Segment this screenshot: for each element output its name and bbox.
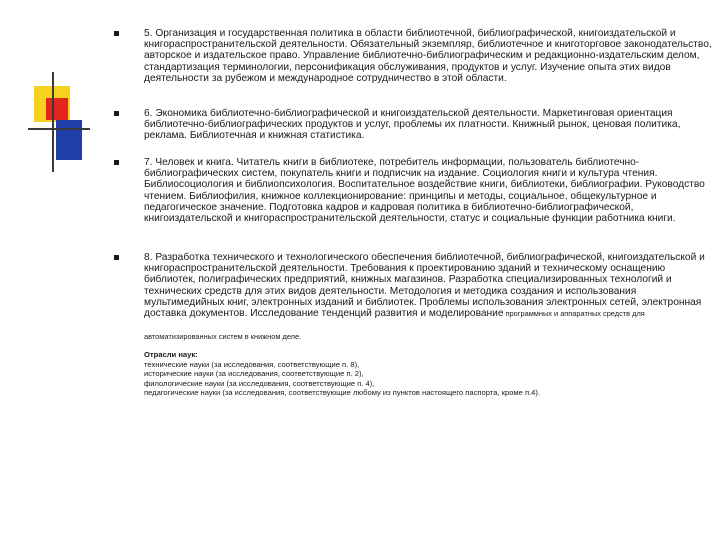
branch-line: технические науки (за исследования, соответствующие п. 8), bbox=[144, 359, 360, 369]
item-tail-text: автоматизированных систем в книжном деле. bbox=[144, 332, 302, 341]
decor-vertical-line bbox=[52, 72, 54, 172]
branches-title: Отрасли наук: bbox=[144, 350, 198, 359]
list-item bbox=[118, 108, 713, 142]
item-text: 7. Человек и книга. Читатель книги в библиотеке, потребитель информации, пользователь библиотечно-библиографических систем, покупатель книги и подписчик на издание. Социология книги и культура чтения. Библиосоциология и библиопсихология. Воспитательное воздействие книги, библиотеки, библиографии. Руководство чтением. Библиофилия, книжное коллекционирование: принципы и методы, социальное, общекультурное и педагогическое значение. Подготовка кадров и кадровая политика в библиотечно-библиографической, книгоиздательской и книгораспространительской деятельности, статус и социальные функции работника книги. bbox=[144, 157, 705, 225]
branch-line: филологические науки (за исследования, соответствующие п. 4), bbox=[144, 378, 375, 388]
item-text bbox=[144, 252, 713, 319]
bullet-icon bbox=[114, 111, 119, 116]
branch-line: исторические науки (за исследования, соответствующие п. 2), bbox=[144, 369, 364, 379]
bullet-icon bbox=[114, 160, 119, 165]
item-text: 6. Экономика библиотечно-библиографической и книгоиздательской деятельности. Маркетинговая ориентация библиотечно-библиографических продуктов и услуг, проблемы их платности. Книжный рынок, ценовая политика, реклама. Библиотечная и книжная статистика. bbox=[144, 108, 681, 142]
item-text-small: программных и аппаратных средств для bbox=[503, 309, 645, 319]
bullet-icon bbox=[114, 31, 119, 36]
list-item bbox=[118, 252, 713, 319]
branch-line: педагогические науки (за исследования, соответствующие любому из пунктов настоящего паспорта, кроме п.4). bbox=[144, 388, 541, 398]
decor-blue-block bbox=[56, 120, 82, 160]
bullet-icon bbox=[114, 255, 119, 260]
decor-red-square bbox=[46, 98, 68, 120]
item-text: 5. Организация и государственная политика в области библиотечной, библиографической, книгоиздательской и книгораспространительской деятельности. Обязательный экземпляр, библиотечное и книготорговое законодательство, авторское и издательское право. Управление библиотечно-библиографическим и редакционно-издательским делом, стандартизация терминологии, персонификация обслуживания, продуктов и услуг. Изучение опыта этих видов деятельности за рубежом и международное сотрудничество в этой области. bbox=[144, 28, 712, 84]
branches-block bbox=[144, 350, 710, 398]
decor-horizontal-line bbox=[28, 128, 90, 130]
list-item bbox=[118, 28, 713, 84]
item-text-main: 8. Разработка технического и технологического обеспечения библиотечной, библиографической, книгоиздательской и книгораспространительской деятельности. Требования к проектированию зданий и техническому оснащению библиотек, полиграфических предприятий, книжных магазинов. Разработка специализированных технологий и технических средств для этих видов деятельности. Методология и методика создания и использования мультимедийных книг, электронных изданий и библиотек. Проблемы использования электронных сетей, электронная доставка документов. Исследование тенденций развития и моделирование bbox=[144, 252, 705, 320]
list-item bbox=[118, 157, 713, 224]
